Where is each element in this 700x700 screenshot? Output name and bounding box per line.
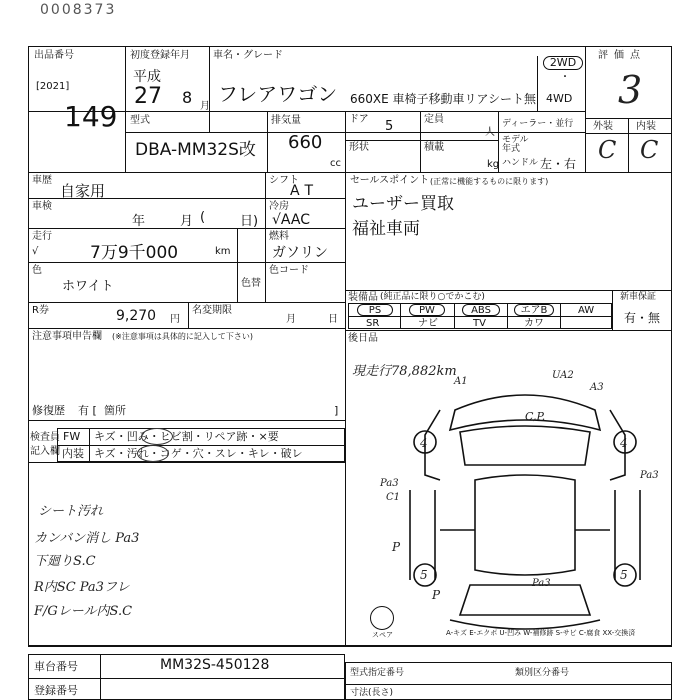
usage-label: 車歴 (32, 175, 52, 186)
handle-label: ハンドル (502, 158, 539, 168)
mark-pa3-left: Pa3 (380, 478, 399, 489)
load-label: 積載 (424, 142, 444, 153)
doors-label: ドア (349, 114, 369, 125)
handnote-2: カンバン消し Pa3 (34, 531, 140, 546)
displacement-value: 660 (288, 132, 323, 153)
after-notes-label: 後日品 (348, 333, 378, 344)
equip-aw: AW (578, 305, 595, 316)
displacement-unit: cc (330, 158, 341, 169)
equipment-sub: (純正品に限り○でかこむ) (380, 292, 485, 302)
inspection-label: 車検 (32, 201, 52, 212)
equip-pw: PW (409, 304, 445, 316)
handle-value: 左・右 (540, 157, 577, 171)
lot-label: 出品番号 (34, 50, 74, 61)
handnote-3: 下廻りS.C (34, 554, 96, 569)
damage-legend: A-キズ E-エクボ U-凹み W-補修跡 S-サビ C-腐食 XX-交換済 (446, 629, 636, 637)
name-change-month: 月 (286, 314, 296, 325)
mark-4-left: 4 (420, 436, 428, 450)
car-grade: 660XE 車椅子移動車リアシート無 (350, 92, 537, 106)
shape-label: 形状 (349, 142, 369, 153)
mileage-check: √ (32, 246, 39, 257)
new-warranty-value: 有・無 (624, 311, 661, 325)
color-replace-label: 色替 (241, 278, 261, 289)
mark-pa3-right: Pa3 (640, 470, 659, 481)
frame-number-label: 車台番号 (34, 660, 78, 673)
fuel-value: ガソリン (272, 245, 328, 261)
capacity-label: 定員 (424, 114, 444, 125)
mark-pa3-rear: Pa3 (532, 578, 551, 589)
capacity-unit: 人 (485, 127, 495, 138)
equipment-label: 装備品 (348, 292, 378, 303)
car-label: 車名・グレード (213, 50, 283, 61)
inspector-label-2: 記入欄 (30, 446, 60, 457)
circle-dent (141, 428, 173, 445)
frame-number-value: MM32S-450128 (160, 657, 270, 673)
mileage-label: 走行 (32, 231, 52, 242)
mark-5-left: 5 (420, 568, 428, 582)
drive-4wd: 4WD (546, 92, 573, 105)
displacement-label: 排気量 (271, 115, 301, 126)
exterior-grade: C (598, 136, 617, 164)
mark-p-rear: P (432, 588, 441, 602)
fw-label: FW (63, 430, 81, 443)
drive-2wd: 2WD (543, 56, 583, 70)
mileage-value: 7万9千000 (90, 243, 179, 263)
load-unit: kg (487, 159, 500, 170)
lot-year-tag: [2021] (36, 81, 70, 92)
recycle-value: 9,270 (116, 308, 157, 324)
ac-value: √AAC (272, 212, 310, 228)
first-reg-month-unit: 月 (200, 101, 210, 112)
handnote-1: シート汚れ (38, 504, 104, 519)
model-label: 型式 (130, 115, 150, 126)
notes-label: 注意事項申告欄 (32, 331, 102, 342)
lot-number: 149 (64, 100, 118, 133)
equip-airbag: エアB (514, 304, 554, 316)
equip-navi: ナビ (418, 318, 438, 329)
spare-tire-icon (370, 606, 394, 630)
rating-score: 3 (618, 68, 643, 112)
dealer-label: ディーラー・並行 (502, 119, 574, 129)
type-designation-label: 型式指定番号 (350, 668, 405, 678)
fw-items: キズ・凹み・ヒビ割・リペア跡・×要 (94, 430, 279, 443)
mark-c1: C1 (386, 492, 401, 503)
model-value: DBA-MM32S改 (135, 140, 256, 160)
selling-label: セールスポイント (350, 175, 430, 186)
exterior-label: 外装 (593, 121, 613, 132)
car-name: フレアワゴン (218, 82, 338, 106)
inspection-month: 月 (180, 214, 194, 229)
dimension-label: 寸法(長さ) (350, 688, 394, 698)
color-label: 色 (32, 265, 42, 276)
doors-value: 5 (385, 119, 394, 134)
mark-cp: C,P. (525, 410, 546, 423)
mark-ua2: UA2 (552, 370, 574, 381)
equip-abs: ABS (462, 304, 500, 316)
notes-sub: (※注意事項は具体的に記入して下さい) (112, 332, 253, 341)
interior-grade: C (640, 136, 659, 164)
fuel-label: 燃料 (269, 231, 289, 242)
first-reg-era: 平成 (133, 69, 161, 85)
mark-4-right: 4 (620, 436, 628, 450)
first-reg-month: 8 (182, 88, 193, 107)
shift-value: AT (290, 183, 320, 199)
class-number-label: 類別区分番号 (515, 668, 570, 678)
inspector-label-1: 検査員 (30, 432, 60, 443)
equip-ps: PS (357, 304, 393, 316)
repair-close: ] (334, 404, 339, 417)
mark-a1: A1 (454, 376, 468, 387)
repair-value: 有 [ (78, 404, 97, 417)
usage-value: 自家用 (60, 182, 106, 200)
shift-label: シフト (269, 175, 299, 186)
selling-sub: (正常に機能するものに限ります) (430, 177, 549, 186)
interior-items: キズ・汚れ・コゲ・穴・スレ・キレ・破レ (94, 447, 303, 460)
circle-dirt (137, 445, 169, 462)
ac-label: 冷房 (269, 201, 289, 212)
handnote-5: F/Gレール内S.C (34, 604, 133, 619)
equip-leather: カワ (524, 318, 544, 329)
repair-label: 修復歴 (32, 404, 65, 417)
mark-5-right: 5 (620, 568, 628, 582)
drive-dot: ・ (560, 72, 570, 83)
repair-unit: 箇所 (104, 404, 126, 417)
first-reg-year: 27 (134, 84, 162, 109)
inspection-year: 年 (132, 214, 146, 229)
recycle-label: R券 (32, 305, 49, 316)
header-number: 0008373 (40, 2, 117, 18)
mileage-unit: km (215, 246, 231, 257)
mark-a3: A3 (590, 382, 604, 393)
inspection-paren: ( (200, 210, 206, 225)
mark-p-left: P (392, 540, 401, 554)
interior-label: 内装 (636, 121, 656, 132)
inspection-day: 日) (240, 214, 259, 229)
selling-point-2: 福祉車両 (352, 219, 420, 239)
first-reg-label: 初度登録年月 (130, 50, 190, 61)
recycle-unit: 円 (170, 314, 180, 325)
reg-number-label: 登録番号 (34, 684, 78, 697)
color-value: ホワイト (62, 279, 114, 294)
model-year-label: モデル年式 (502, 135, 529, 154)
name-change-day: 日 (328, 314, 338, 325)
equip-tv: TV (473, 318, 486, 329)
odometer-note: 現走行78,882km (352, 364, 457, 379)
equip-sr: SR (366, 318, 380, 329)
spare-label: スペア (372, 631, 393, 639)
interior-check-label: 内装 (62, 447, 84, 460)
new-warranty-label: 新車保証 (620, 292, 657, 302)
selling-point-1: ユーザー買取 (352, 194, 454, 214)
handnote-4: R内SC Pa3フレ (34, 580, 130, 595)
name-change-label: 名変期限 (192, 305, 232, 316)
color-code-label: 色コード (269, 265, 309, 276)
rating-label: 評価点 (598, 50, 646, 61)
